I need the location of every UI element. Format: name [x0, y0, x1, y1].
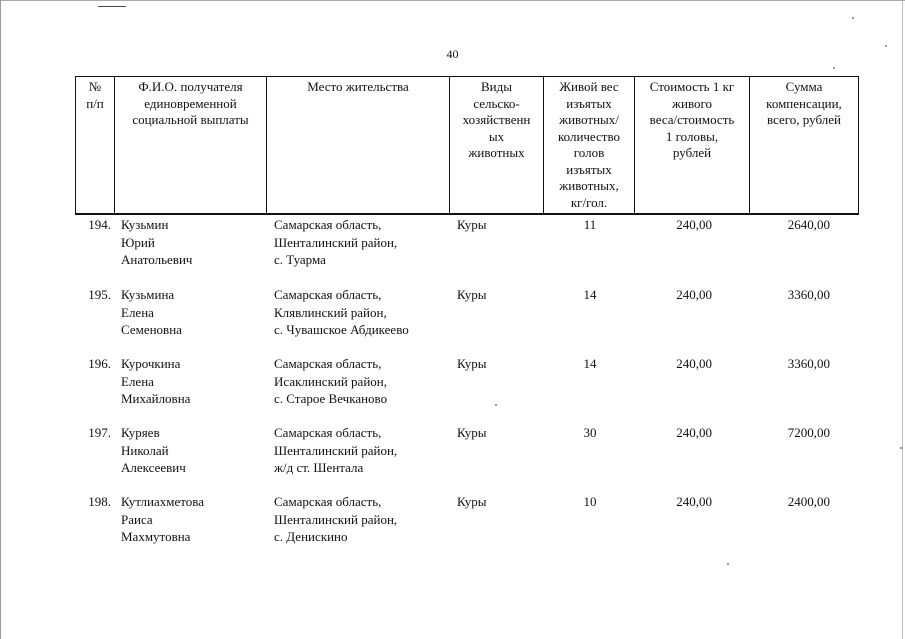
recipient-name: Курочкина Елена Михайловна: [121, 356, 191, 406]
compensation-total: 7200,00: [787, 425, 830, 440]
header-num: № п/п: [86, 79, 104, 111]
table-row: [0, 216, 905, 276]
live-weight: 14: [583, 356, 597, 371]
table-row: [0, 355, 905, 415]
unit-price: 240,00: [676, 217, 712, 232]
column-divider: [266, 76, 267, 215]
unit-price: 240,00: [676, 287, 712, 302]
unit-price: 240,00: [676, 494, 712, 509]
residence: Самарская область, Шенталинский район, ж/д ст. Шентала: [274, 425, 398, 475]
live-weight: 11: [583, 217, 597, 232]
page-number: 40: [446, 47, 459, 61]
header-price: Стоимость 1 кг живого веса/стоимость 1 головы, рублей: [649, 79, 735, 160]
residence: Самарская область, Исаклинский район, с. Старое Вечканово: [274, 356, 388, 406]
recipient-name: Кузьмин Юрий Анатольевич: [121, 217, 193, 267]
scan-speck: [833, 67, 835, 69]
row-number: 197.: [88, 425, 111, 440]
recipient-name: Куряев Николай Алексеевич: [121, 425, 186, 475]
live-weight: 30: [583, 425, 597, 440]
animal-kind: Куры: [457, 287, 487, 302]
residence: Самарская область, Шенталинский район, с. Туарма: [274, 217, 398, 267]
table-row: [0, 493, 905, 553]
row-number: 195.: [88, 287, 111, 302]
row-number: 196.: [88, 356, 111, 371]
animal-kind: Куры: [457, 425, 487, 440]
animal-kind: Куры: [457, 356, 487, 371]
animal-kind: Куры: [457, 217, 487, 232]
compensation-total: 3360,00: [787, 287, 830, 302]
compensation-total: 2640,00: [787, 217, 830, 232]
header-place: Место жительства: [307, 79, 409, 94]
scan-edge-top: [0, 0, 905, 1]
recipient-name: Кузьмина Елена Семеновна: [121, 287, 182, 337]
header-total: Сумма компенсации, всего, рублей: [766, 79, 842, 127]
table-row: [0, 424, 905, 484]
row-number: 198.: [88, 494, 111, 509]
animal-kind: Куры: [457, 494, 487, 509]
table-row: [0, 286, 905, 346]
scan-mark: [98, 6, 126, 7]
unit-price: 240,00: [676, 425, 712, 440]
residence: Самарская область, Шенталинский район, с. Денискино: [274, 494, 398, 544]
scan-speck: [727, 563, 729, 565]
residence: Самарская область, Клявлинский район, с. Чувашское Абдикеево: [274, 287, 409, 337]
header-name: Ф.И.О. получателя единовременной социальной выплаты: [132, 79, 249, 127]
header-kind: Виды сельско- хозяйственн ых животных: [462, 79, 531, 160]
header-weight: Живой вес изъятых животных/ количество голов изъятых животных, кг/гол.: [557, 79, 621, 210]
live-weight: 14: [583, 287, 597, 302]
scan-speck: [852, 17, 854, 19]
compensation-total: 2400,00: [787, 494, 830, 509]
compensation-total: 3360,00: [787, 356, 830, 371]
recipient-name: Кутлиахметова Раиса Махмутовна: [121, 494, 205, 544]
unit-price: 240,00: [676, 356, 712, 371]
row-number: 194.: [88, 217, 111, 232]
live-weight: 10: [583, 494, 597, 509]
